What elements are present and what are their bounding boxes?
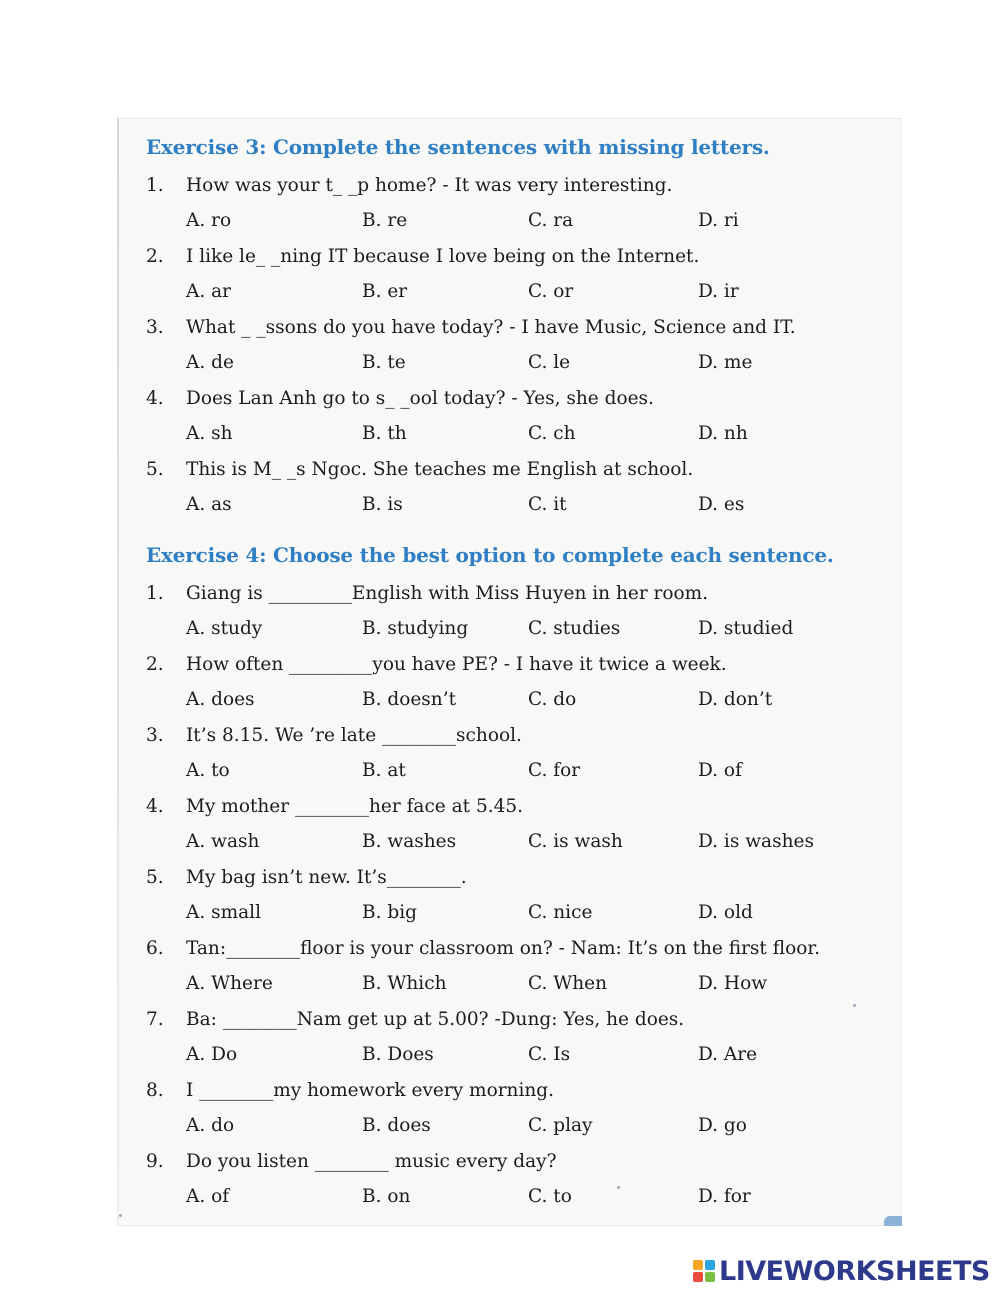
option-d[interactable]: D. is washes bbox=[698, 831, 814, 852]
option-a[interactable]: A. does bbox=[186, 689, 255, 710]
question-text: This is M_ _s Ngoc. She teaches me English at school. bbox=[186, 459, 694, 480]
logo-text: LIVEWORKSHEETS bbox=[719, 1255, 990, 1287]
question-number: 3. bbox=[146, 725, 164, 746]
question-text: How was your t_ _p home? - It was very interesting. bbox=[186, 175, 673, 196]
question-number: 8. bbox=[146, 1080, 164, 1101]
option-a[interactable]: A. to bbox=[186, 760, 230, 781]
question-row bbox=[0, 246, 1000, 276]
option-a[interactable]: A. de bbox=[186, 352, 234, 373]
option-b[interactable]: B. is bbox=[362, 494, 403, 515]
option-b[interactable]: B. big bbox=[362, 902, 417, 923]
option-a[interactable]: A. small bbox=[186, 902, 262, 923]
answer-options bbox=[0, 831, 1000, 861]
question-number: 1. bbox=[146, 583, 164, 604]
answer-options bbox=[0, 281, 1000, 311]
question-text: Ba: ________Nam get up at 5.00? -Dung: Yes, he does. bbox=[186, 1009, 685, 1030]
option-b[interactable]: B. studying bbox=[362, 618, 469, 639]
option-c[interactable]: C. When bbox=[528, 973, 608, 994]
option-d[interactable]: D. Are bbox=[698, 1044, 758, 1065]
answer-options bbox=[0, 423, 1000, 453]
option-d[interactable]: D. me bbox=[698, 352, 753, 373]
question-row bbox=[0, 317, 1000, 347]
option-a[interactable]: A. ro bbox=[186, 210, 232, 231]
option-b[interactable]: B. Does bbox=[362, 1044, 434, 1065]
option-c[interactable]: C. or bbox=[528, 281, 574, 302]
option-d[interactable]: D. nh bbox=[698, 423, 748, 444]
option-c[interactable]: C. do bbox=[528, 689, 577, 710]
answer-options bbox=[0, 973, 1000, 1003]
question-text: Tan:________floor is your classroom on? - Nam: It’s on the first floor. bbox=[186, 938, 821, 959]
option-d[interactable]: D. es bbox=[698, 494, 745, 515]
question-row bbox=[0, 796, 1000, 826]
option-b[interactable]: B. at bbox=[362, 760, 406, 781]
option-a[interactable]: A. wash bbox=[186, 831, 260, 852]
option-b[interactable]: B. te bbox=[362, 352, 406, 373]
question-text: It’s 8.15. We ’re late ________school. bbox=[186, 725, 522, 746]
question-number: 6. bbox=[146, 938, 164, 959]
page-corner-mark bbox=[884, 1216, 902, 1226]
option-b[interactable]: B. on bbox=[362, 1186, 411, 1207]
option-c[interactable]: C. it bbox=[528, 494, 567, 515]
question-row bbox=[0, 388, 1000, 418]
option-b[interactable]: B. Which bbox=[362, 973, 447, 994]
option-b[interactable]: B. re bbox=[362, 210, 408, 231]
option-c[interactable]: C. ra bbox=[528, 210, 574, 231]
option-a[interactable]: A. ar bbox=[186, 281, 231, 302]
question-number: 2. bbox=[146, 654, 164, 675]
question-row bbox=[0, 583, 1000, 613]
option-b[interactable]: B. doesn’t bbox=[362, 689, 457, 710]
question-number: 5. bbox=[146, 867, 164, 888]
answer-options bbox=[0, 760, 1000, 790]
question-row bbox=[0, 654, 1000, 684]
question-text: Does Lan Anh go to s_ _ool today? - Yes, she does. bbox=[186, 388, 654, 409]
exercise-4-title: Exercise 4: Choose the best option to complete each sentence. bbox=[146, 543, 834, 567]
option-c[interactable]: C. le bbox=[528, 352, 571, 373]
answer-options bbox=[0, 618, 1000, 648]
option-c[interactable]: C. for bbox=[528, 760, 581, 781]
question-text: How often _________you have PE? - I have it twice a week. bbox=[186, 654, 727, 675]
question-row bbox=[0, 867, 1000, 897]
option-a[interactable]: A. of bbox=[186, 1186, 230, 1207]
option-d[interactable]: D. ir bbox=[698, 281, 739, 302]
option-d[interactable]: D. old bbox=[698, 902, 753, 923]
question-row bbox=[0, 1080, 1000, 1110]
liveworksheets-logo[interactable] bbox=[693, 1254, 990, 1288]
question-number: 2. bbox=[146, 246, 164, 267]
question-text: My bag isn’t new. It’s________. bbox=[186, 867, 467, 888]
question-row bbox=[0, 459, 1000, 489]
answer-options bbox=[0, 352, 1000, 382]
option-c[interactable]: C. play bbox=[528, 1115, 593, 1136]
question-number: 4. bbox=[146, 388, 164, 409]
option-a[interactable]: A. Where bbox=[186, 973, 273, 994]
option-b[interactable]: B. er bbox=[362, 281, 408, 302]
question-text: I like le_ _ning IT because I love being on the Internet. bbox=[186, 246, 700, 267]
question-text: I ________my homework every morning. bbox=[186, 1080, 555, 1101]
question-row bbox=[0, 1151, 1000, 1181]
option-c[interactable]: C. to bbox=[528, 1186, 572, 1207]
option-d[interactable]: D. How bbox=[698, 973, 768, 994]
option-b[interactable]: B. th bbox=[362, 423, 407, 444]
option-b[interactable]: B. does bbox=[362, 1115, 431, 1136]
answer-options bbox=[0, 210, 1000, 240]
answer-options bbox=[0, 1044, 1000, 1074]
question-text: My mother ________her face at 5.45. bbox=[186, 796, 524, 817]
question-row bbox=[0, 175, 1000, 205]
option-b[interactable]: B. washes bbox=[362, 831, 457, 852]
option-c[interactable]: C. Is bbox=[528, 1044, 571, 1065]
scan-speck bbox=[119, 1214, 122, 1217]
option-d[interactable]: D. studied bbox=[698, 618, 794, 639]
scan-speck bbox=[617, 1186, 620, 1189]
option-a[interactable]: A. sh bbox=[186, 423, 233, 444]
option-a[interactable]: A. Do bbox=[186, 1044, 238, 1065]
option-c[interactable]: C. nice bbox=[528, 902, 593, 923]
question-number: 5. bbox=[146, 459, 164, 480]
question-text: Giang is _________English with Miss Huyen in her room. bbox=[186, 583, 709, 604]
option-d[interactable]: D. ri bbox=[698, 210, 739, 231]
question-row bbox=[0, 725, 1000, 755]
exercise-3-title: Exercise 3: Complete the sentences with missing letters. bbox=[146, 135, 770, 159]
logo-icon bbox=[693, 1260, 715, 1282]
question-text: Do you listen ________ music every day? bbox=[186, 1151, 557, 1172]
option-d[interactable]: D. for bbox=[698, 1186, 751, 1207]
answer-options bbox=[0, 1186, 1000, 1216]
answer-options bbox=[0, 902, 1000, 932]
question-number: 3. bbox=[146, 317, 164, 338]
question-number: 1. bbox=[146, 175, 164, 196]
answer-options bbox=[0, 689, 1000, 719]
option-c[interactable]: C. is wash bbox=[528, 831, 623, 852]
option-c[interactable]: C. ch bbox=[528, 423, 576, 444]
option-a[interactable]: A. as bbox=[186, 494, 232, 515]
option-d[interactable]: D. don’t bbox=[698, 689, 773, 710]
scan-speck bbox=[853, 1004, 856, 1007]
answer-options bbox=[0, 494, 1000, 524]
option-a[interactable]: A. study bbox=[186, 618, 263, 639]
question-row bbox=[0, 1009, 1000, 1039]
question-number: 7. bbox=[146, 1009, 164, 1030]
option-d[interactable]: D. of bbox=[698, 760, 742, 781]
answer-options bbox=[0, 1115, 1000, 1145]
option-d[interactable]: D. go bbox=[698, 1115, 747, 1136]
question-number: 4. bbox=[146, 796, 164, 817]
question-row bbox=[0, 938, 1000, 968]
option-a[interactable]: A. do bbox=[186, 1115, 235, 1136]
question-text: What _ _ssons do you have today? - I have Music, Science and IT. bbox=[186, 317, 796, 338]
option-c[interactable]: C. studies bbox=[528, 618, 621, 639]
question-number: 9. bbox=[146, 1151, 164, 1172]
